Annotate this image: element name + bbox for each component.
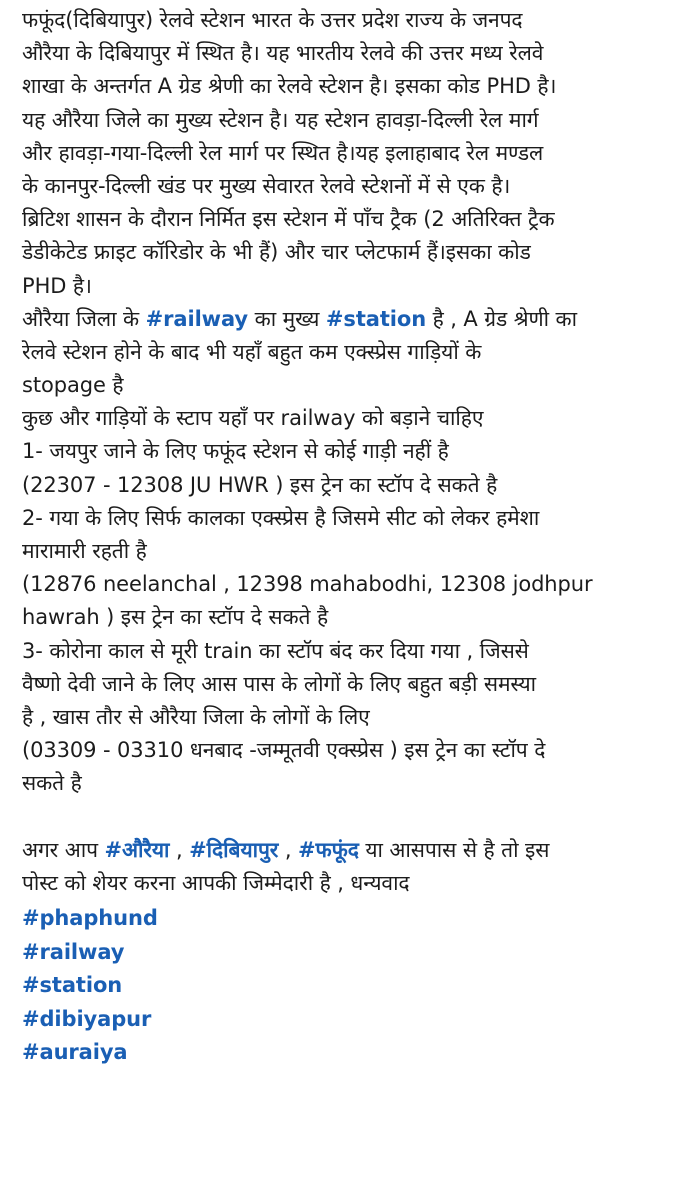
post-text-line: वैष्णो देवी जाने के लिए आस पास के लोगों के लिए बहुत बड़ी समस्या <box>22 671 537 696</box>
hashtag-phaphund-link[interactable]: #phaphund <box>22 906 158 931</box>
post-text-line: है , खास तौर से औरैया जिला के लोगों के लिए <box>22 704 370 729</box>
post-text-line: रेलवे स्टेशन होने के बाद भी यहाँ बहुत कम एक्स्प्रेस गाड़ियों के <box>22 339 482 364</box>
post-text-line: (22307 - 12308 JU HWR ) इस ट्रेन का स्टॉप दे सकते है <box>22 472 498 497</box>
inline-text: औरैया जिला के <box>22 306 146 331</box>
hashtag-auraiya-hindi-link[interactable]: #औरैया <box>104 837 170 862</box>
post-text-line: शाखा के अन्तर्गत A ग्रेड श्रेणी का रेलवे स्टेशन है। इसका कोड PHD है। <box>22 74 557 99</box>
post-text-line: सकते है <box>22 771 82 796</box>
inline-text: या आसपास से है तो इस <box>358 837 550 862</box>
hashtag-station-link[interactable]: #station <box>22 973 123 998</box>
hashtag-dibiyapur-link[interactable]: #dibiyapur <box>22 1006 152 1031</box>
hashtag-railway-link[interactable]: #railway <box>22 939 125 964</box>
post-text-line: के कानपुर-दिल्ली खंड पर मुख्य सेवारत रेलवे स्टेशनों में से एक है। <box>22 173 511 198</box>
hashtag-phaphund-hindi-link[interactable]: #फफूंद <box>298 837 359 862</box>
post-text-line: मारामारी रहती है <box>22 539 147 563</box>
post-text-line: डेडीकेटेड फ्राइट कॉरिडोर के भी हैं) और चार प्लेटफार्म हैं।इसका कोड <box>22 240 531 265</box>
hashtag-dibiyapur-hindi-link[interactable]: #दिबियापुर <box>189 837 279 862</box>
post-text-line: ब्रिटिश शासन के दौरान निर्मित इस स्टेशन में पाँच ट्रैक (2 अतिरिक्त ट्रैक <box>22 207 555 232</box>
post-text-line: (12876 neelanchal , 12398 mahabodhi, 12308 jodhpur <box>22 572 593 597</box>
hashtag-list <box>22 902 684 1070</box>
hashtag-station-link[interactable]: #station <box>325 306 427 331</box>
closing-line: पोस्ट को शेयर करना आपकी जिम्मेदारी है , धन्यवाद <box>22 870 410 895</box>
post-text-line: PHD है। <box>22 273 92 298</box>
post-text-line: 2- गया के लिए सिर्फ कालका एक्स्प्रेस है जिसमे सीट को लेकर हमेशा <box>22 505 540 530</box>
hashtag-auraiya-link[interactable]: #auraiya <box>22 1040 128 1065</box>
post-text-line: 3- कोरोना काल से मूरी train का स्टॉप बंद कर दिया गया , जिससे <box>22 638 529 663</box>
post-text-line: औरैया के दिबियापुर में स्थित है। यह भारतीय रेलवे की उत्तर मध्य रेलवे <box>22 41 544 66</box>
post-text-line: hawrah ) इस ट्रेन का स्टॉप दे सकते है <box>22 605 328 630</box>
inline-text: , <box>278 837 299 862</box>
post-text-line: stopage है <box>22 373 124 398</box>
inline-text: है , A ग्रेड श्रेणी का <box>426 306 578 331</box>
inline-text: अगर आप <box>22 837 105 862</box>
post-body <box>22 4 684 1070</box>
inline-text: , <box>169 837 190 862</box>
post-text-line: फफूंद(दिबियापुर) रेलवे स्टेशन भारत के उत्तर प्रदेश राज्य के जनपद <box>22 8 523 32</box>
post-text-line: कुछ और गाड़ियों के स्टाप यहाँ पर railway को बड़ाने चाहिए <box>22 406 484 431</box>
post-text-line: यह औरैया जिले का मुख्य स्टेशन है। यह स्टेशन हावड़ा-दिल्ली रेल मार्ग <box>22 107 539 132</box>
inline-text: का मुख्य <box>248 306 326 331</box>
post-text-line: और हावड़ा-गया-दिल्ली रेल मार्ग पर स्थित है।यह इलाहाबाद रेल मण्डल <box>22 140 544 165</box>
post-text-line: (03309 - 03310 धनबाद -जम्मूतवी एक्स्प्रेस ) इस ट्रेन का स्टॉप दे <box>22 738 546 763</box>
hashtag-railway-link[interactable]: #railway <box>145 306 248 331</box>
share-request-line <box>22 834 684 867</box>
paragraph-spacer <box>22 801 684 834</box>
post-text-line: 1- जयपुर जाने के लिए फफूंद स्टेशन से कोई गाड़ी नहीं है <box>22 439 449 464</box>
railway-station-line <box>22 303 684 336</box>
